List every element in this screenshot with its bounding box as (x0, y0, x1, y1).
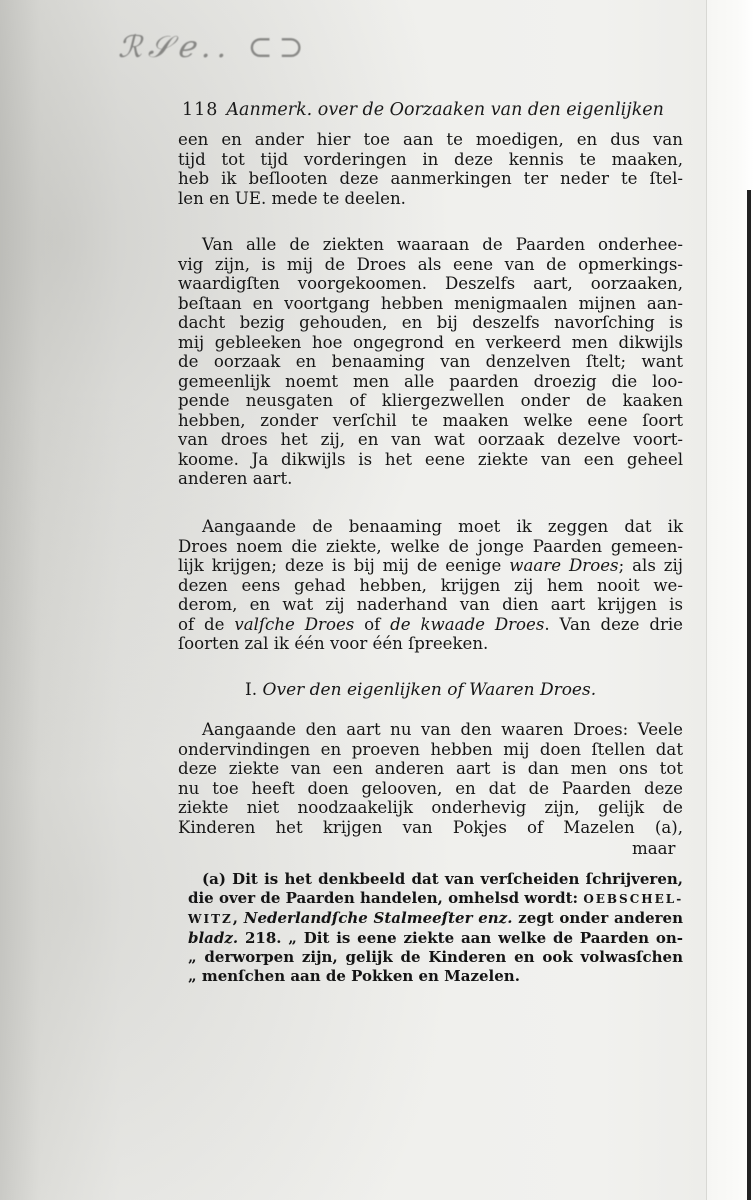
text-line: deze ziekte van een anderen aart is dan men ons tot (178, 759, 683, 778)
text-line: van droes het zij, en van wat oorzaak dezelve voort- (178, 430, 683, 449)
text-line: Droes noem die ziekte, welke de jonge Paarden gemeen- (178, 536, 683, 556)
paragraph-3 (178, 517, 683, 654)
text-line: gemeenlijk noemt men alle paarden droezig die loo- (178, 371, 683, 391)
text-run: die over de Paarden handelen, omhelsd wordt: (188, 889, 584, 907)
text-run: ; als zij (618, 556, 683, 575)
text-line: derom, en wat zij naderhand van dien aart krijgen is (178, 595, 683, 614)
section-heading (245, 680, 596, 700)
text-line: Kinderen het krijgen van Pokjes of Mazelen (a), (178, 817, 683, 837)
italic-term: waare Droes (509, 556, 619, 575)
text-line: ſoorten zal ik één voor één ſpreeken. (178, 634, 489, 653)
text-run: of (354, 614, 391, 634)
page-ref: bladz. (188, 929, 239, 947)
text-line: anderen aart. (178, 469, 293, 488)
text-line: de oorzaak en benaaming van denzelven ſtelt; want (178, 352, 683, 371)
text-line: een en ander hier toe aan te moedigen, en dus van (178, 130, 683, 149)
section-numeral: I. (245, 680, 263, 700)
running-head (182, 100, 682, 120)
text-run: , (232, 909, 244, 927)
page-edge (706, 0, 753, 1200)
text-line: Van alle de ziekten waaraan de Paarden onderhee- (202, 235, 683, 254)
text-line: ziekte niet noodzaakelijk onderhevig zijn, gelijk de (178, 798, 683, 817)
footnote-line: (a) Dit is het denkbeeld dat van verſcheiden ſchrijveren, (202, 870, 683, 888)
paragraph-2 (178, 235, 683, 489)
text-run: of de (178, 614, 235, 634)
text-line: ondervindingen en proeven hebben mij doen ſtellen dat (178, 739, 683, 759)
text-line: dacht bezig gehouden, en bij deszelfs navorſching is (178, 313, 683, 332)
footnote-line (188, 929, 683, 948)
author-name: WITZ (188, 912, 233, 926)
text-line: pende neusgaten of kliergezwellen onder de kaaken (178, 391, 683, 410)
footnote-line: „ derworpen zijn, gelijk de Kinderen en ook volwasſchen (188, 948, 683, 966)
footnote-line (188, 889, 683, 909)
text-line: dezen eens gehad hebben, krijgen zij hem nooit we- (178, 575, 683, 595)
text-line: Aangaande de benaaming moet ik zeggen dat ik (202, 517, 683, 536)
text-run: 218. „ Dit is eene ziekte aan welke de Paarden on- (238, 929, 683, 947)
book-title: Nederlandſche Stalmeeſter enz. (243, 909, 513, 927)
italic-term: de kwaade Droes (390, 614, 545, 634)
text-run: zegt onder anderen (512, 909, 683, 927)
text-line: Aangaande den aart nu van den waaren Droes: Veele (202, 720, 683, 739)
page-number: 118 (182, 100, 219, 120)
author-name: OEBSCHEL- (583, 892, 684, 906)
text-line: tijd tot tijd vorderingen in deze kennis te maaken, (178, 149, 683, 169)
footnote-line: „ menſchen aan de Pokken en Mazelen. (188, 967, 520, 985)
text-line: koome. Ja dikwijls is het eene ziekte van een geheel (178, 449, 683, 469)
library-stamp: ℛ𝒮ℯ.. ⊂⊃ (118, 30, 310, 65)
paragraph-4 (178, 720, 683, 837)
paragraph-1 (178, 130, 683, 208)
footnote-line (188, 909, 683, 929)
footnote (188, 870, 683, 986)
binding-shadow (747, 190, 751, 1200)
text-line: vig zijn, is mij de Droes als eene van de opmerkings- (178, 254, 683, 274)
catchword: maar (632, 839, 676, 858)
running-title: Aanmerk. over de Oorzaaken van den eigenlijken (226, 100, 664, 120)
text-run: lijk krijgen; deze is bij mij de eenige (178, 556, 510, 575)
text-line: beſtaan en voortgang hebben menigmaalen mijnen aan- (178, 293, 683, 313)
text-line: heb ik beſlooten deze aanmerkingen ter neder te ſtel- (178, 169, 683, 188)
text-line (178, 615, 683, 635)
section-title: Over den eigenlijken of Waaren Droes. (262, 680, 597, 700)
text-line: hebben, zonder verſchil te maaken welke eene ſoort (178, 410, 683, 430)
text-line: nu toe heeft doen gelooven, en dat de Paarden deze (178, 778, 683, 798)
text-line: waardigſten voorgekoomen. Deszelfs aart, oorzaaken, (178, 274, 683, 293)
text-line: mij gebleeken hoe ongegrond en verkeerd men dikwijls (178, 332, 683, 352)
text-run: . Van deze drie (544, 614, 684, 634)
italic-term: valſche Droes (234, 614, 355, 634)
text-line: len en UE. mede te deelen. (178, 188, 406, 208)
text-line (178, 556, 683, 576)
